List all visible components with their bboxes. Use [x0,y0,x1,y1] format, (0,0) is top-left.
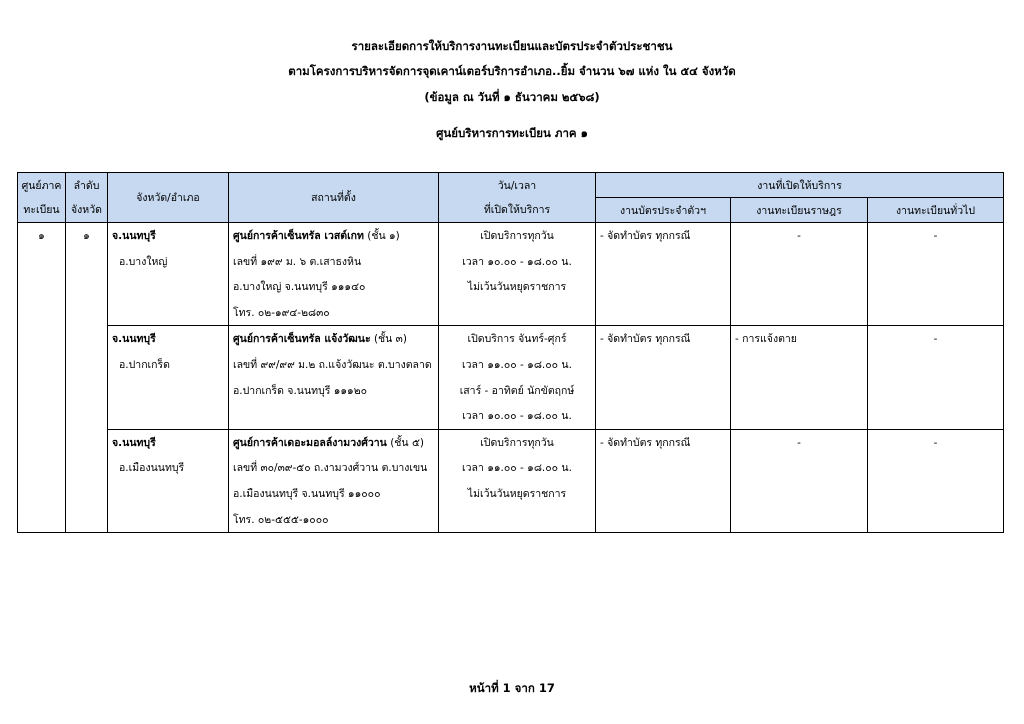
location-cell: ศูนย์การค้าเซ็นทรัล แจ้งวัฒนะ (ชั้น ๓) เลขที่ ๙๙/๙๙ ม.๒ ถ.แจ้งวัฒนะ ต.บางตลาด อ.ปากเกร็ด จ.นนทบุรี ๑๑๑๒๐ [229,326,439,429]
datetime-cell: เปิดบริการทุกวัน เวลา ๑๑.๐๐ - ๑๘.๐๐ น. ไม่เว้นวันหยุดราชการ [439,429,596,532]
general-service-cell: - [868,326,1004,429]
civil-service-cell: - การแจ้งตาย [731,326,868,429]
header-services: งานที่เปิดให้บริการ [596,173,1004,198]
data-date: (ข้อมูล ณ วันที่ ๑ ธันวาคม ๒๕๖๘) [424,90,600,104]
header-datetime: วัน/เวลา ที่เปิดให้บริการ [439,173,596,223]
header-civil-registration: งานทะเบียนราษฎร [731,198,868,223]
datetime-cell: เปิดบริการทุกวัน เวลา ๑๐.๐๐ - ๑๘.๐๐ น. ไม่เว้นวันหยุดราชการ [439,223,596,326]
header-id-card: งานบัตรประจำตัวฯ [596,198,731,223]
page-number: หน้าที่ 1 จาก 17 [469,681,555,695]
service-table [17,172,1004,533]
civil-service-cell: - [731,429,868,532]
province-cell: จ.นนทบุรี อ.เมืองนนทบุรี [108,429,229,532]
header-general-registration: งานทะเบียนทั่วไป [868,198,1004,223]
table-row [18,326,1004,429]
document-title: รายละเอียดการให้บริการงานทะเบียนและบัตรประจำตัวประชาชน [351,39,673,53]
datetime-cell: เปิดบริการ จันทร์-ศุกร์ เวลา ๑๑.๐๐ - ๑๘.๐๐ น. เสาร์ - อาทิตย์ นักขัตฤกษ์ เวลา ๑๐.๐๐ - ๑๘.๐๐ น. [439,326,596,429]
document-subtitle: ตามโครงการบริหารจัดการจุดเคาน์เตอร์บริการอำเภอ..ยิ้ม จำนวน ๖๗ แห่ง ใน ๕๔ จังหวัด [288,64,736,78]
location-cell: ศูนย์การค้าเซ็นทรัล เวสต์เกท (ชั้น ๑) เลขที่ ๑๙๙ ม. ๖ ต.เสาธงหิน อ.บางใหญ่ จ.นนทบุรี ๑๑๑๔๐ โทร. ๐๒-๑๙๔-๒๘๓๐ [229,223,439,326]
general-service-cell: - [868,429,1004,532]
table-row [18,429,1004,532]
province-cell: จ.นนทบุรี อ.บางใหญ่ [108,223,229,326]
general-service-cell: - [868,223,1004,326]
header-location: สถานที่ตั้ง [229,173,439,223]
id-card-service-cell: - จัดทำบัตร ทุกกรณี [596,429,731,532]
section-title: ศูนย์บริหารการทะเบียน ภาค ๑ [436,126,588,140]
header-region: ศูนย์ภาค ทะเบียน [18,173,66,223]
id-card-service-cell: - จัดทำบัตร ทุกกรณี [596,326,731,429]
table-row [18,223,1004,326]
region-cell: ๑ [18,223,66,533]
header-province: จังหวัด/อำเภอ [108,173,229,223]
header-order: ลำดับ จังหวัด [66,173,108,223]
id-card-service-cell: - จัดทำบัตร ทุกกรณี [596,223,731,326]
civil-service-cell: - [731,223,868,326]
order-cell: ๑ [66,223,108,533]
location-cell: ศูนย์การค้าเดอะมอลล์งามวงศ์วาน (ชั้น ๕) เลขที่ ๓๐/๓๙-๕๐ ถ.งามวงศ์วาน ต.บางเขน อ.เมืองนนทบุรี จ.นนทบุรี ๑๑๐๐๐ โทร. ๐๒-๕๕๕-๑๐๐๐ [229,429,439,532]
province-cell: จ.นนทบุรี อ.ปากเกร็ด [108,326,229,429]
